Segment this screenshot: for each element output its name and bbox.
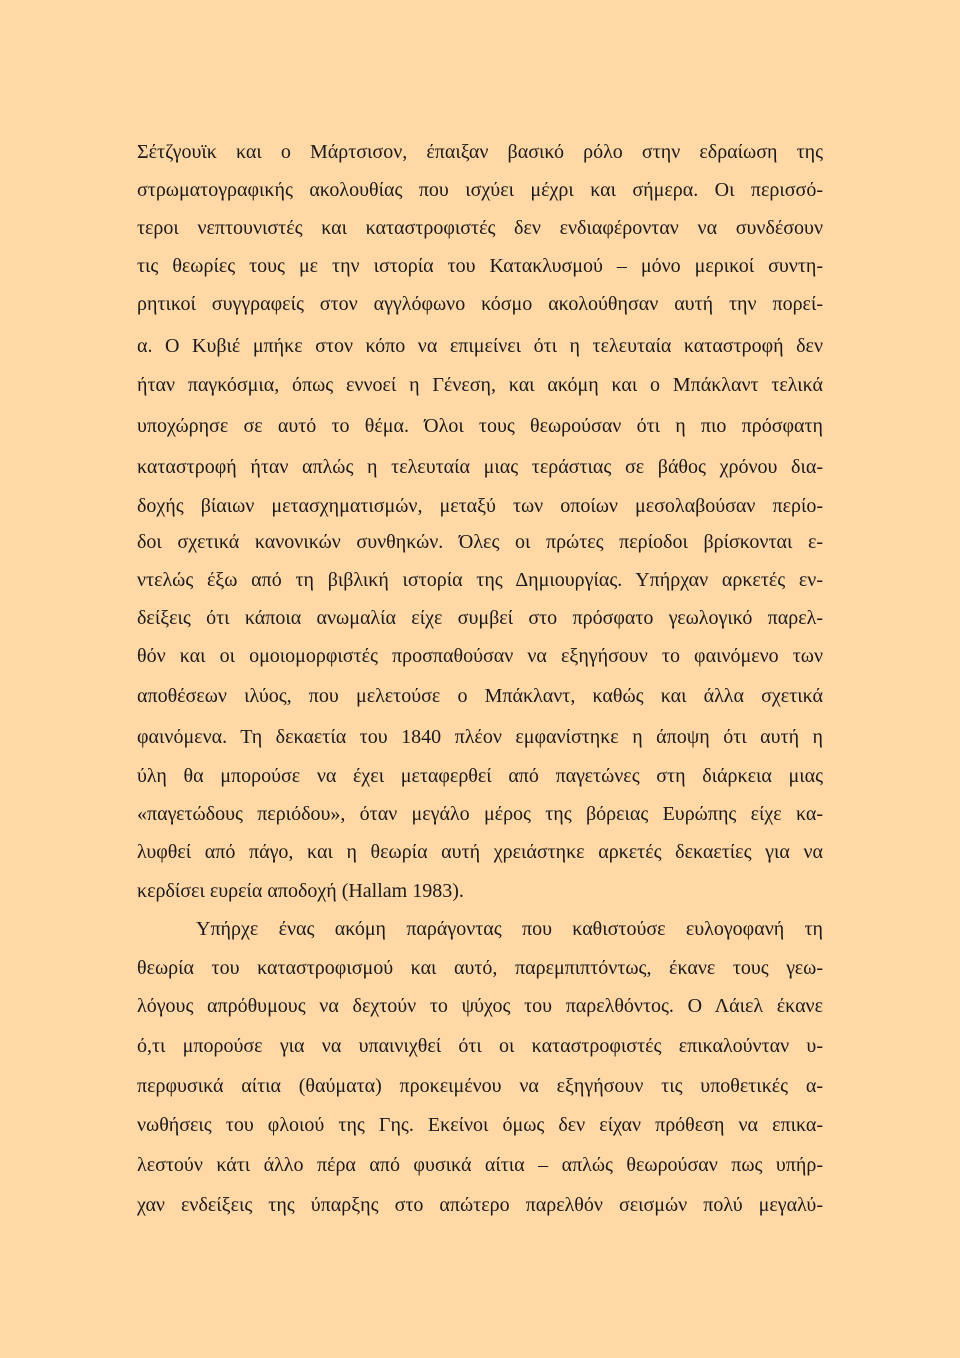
text-line-19: λυφθεί από πάγο, και η θεωρία αυτή χρειάστηκε αρκετές δεκαετίες για να	[137, 841, 823, 863]
text-line-2: στρωματογραφικής ακολουθίας που ισχύει μέχρι και σήμερα. Οι περισσό-	[137, 179, 823, 201]
text-line-21: Υπήρχε ένας ακόμη παράγοντας που καθιστούσε ευλογοφανή τη	[196, 918, 823, 940]
text-line-27: λεστούν κάτι άλλο πέρα από φυσικά αίτια – απλώς θεωρούσαν πως υπήρ-	[137, 1154, 823, 1176]
text-line-20: κερδίσει ευρεία αποδοχή (Hallam 1983).	[137, 880, 464, 902]
text-line-13: δείξεις ότι κάποια ανωμαλία είχε συμβεί στο πρόσφατο γεωλογικό παρελ-	[137, 607, 823, 629]
text-line-15: αποθέσεων ιλύος, που μελετούσε ο Μπάκλαντ, καθώς και άλλα σχετικά	[137, 685, 823, 707]
text-line-1: Σέτζγουϊκ και ο Μάρτσισον, έπαιξαν βασικό ρόλο στην εδραίωση της	[137, 141, 823, 163]
text-line-8: υποχώρησε σε αυτό το θέμα. Όλοι τους θεωρούσαν ότι η πιο πρόσφατη	[137, 415, 823, 437]
text-line-24: ό,τι μπορούσε για να υπαινιχθεί ότι οι καταστροφιστές επικαλούνταν υ-	[137, 1035, 823, 1057]
text-line-5: ρητικοί συγγραφείς στον αγγλόφωνο κόσμο ακολούθησαν αυτή την πορεί-	[137, 293, 823, 315]
text-line-10: δοχής βίαιων μετασχηματισμών, μεταξύ των οποίων μεσολαβούσαν περίο-	[137, 495, 823, 517]
text-line-16: φαινόμενα. Τη δεκαετία του 1840 πλέον εμφανίστηκε η άποψη ότι αυτή η	[137, 726, 823, 748]
text-line-7: ήταν παγκόσμια, όπως εννοεί η Γένεση, και ακόμη και ο Μπάκλαντ τελικά	[137, 374, 823, 396]
text-line-17: ύλη θα μπορούσε να έχει μεταφερθεί από παγετώνες στη διάρκεια μιας	[137, 765, 823, 787]
text-line-14: θόν και οι ομοιομορφιστές προσπαθούσαν να εξηγήσουν το φαινόμενο των	[137, 645, 823, 667]
text-line-26: νωθήσεις του φλοιού της Γης. Εκείνοι όμως δεν είχαν πρόθεση να επικα-	[137, 1114, 823, 1136]
text-line-23: λόγους απρόθυμους να δεχτούν το ψύχος του παρελθόντος. Ο Λάιελ έκανε	[137, 995, 823, 1017]
text-line-4: τις θεωρίες τους με την ιστορία του Κατακλυσμού – μόνο μερικοί συντη-	[137, 255, 823, 277]
text-line-3: τεροι νεπτουνιστές και καταστροφιστές δεν ενδιαφέρονταν να συνδέσουν	[137, 217, 823, 239]
text-line-25: περφυσικά αίτια (θαύματα) προκειμένου να εξηγήσουν τις υποθετικές α-	[137, 1075, 823, 1097]
text-line-11: δοι σχετικά κανονικών συνθηκών. Όλες οι πρώτες περίοδοι βρίσκονται ε-	[137, 531, 823, 553]
text-line-12: ντελώς έξω από τη βιβλική ιστορία της Δημιουργίας. Υπήρχαν αρκετές εν-	[137, 569, 823, 591]
text-line-18: «παγετώδους περιόδου», όταν μεγάλο μέρος της βόρειας Ευρώπης είχε κα-	[137, 803, 823, 825]
text-line-9: καταστροφή ήταν απλώς η τελευταία μιας τεράστιας σε βάθος χρόνου δια-	[137, 456, 823, 478]
text-line-22: θεωρία του καταστροφισμού και αυτό, παρεμπιπτόντως, έκανε τους γεω-	[137, 957, 823, 979]
text-line-28: χαν ενδείξεις της ύπαρξης στο απώτερο παρελθόν σεισμών πολύ μεγαλύ-	[137, 1194, 823, 1216]
text-line-6: α. Ο Κυβιέ μπήκε στον κόπο να επιμείνει ότι η τελευταία καταστροφή δεν	[137, 335, 823, 357]
